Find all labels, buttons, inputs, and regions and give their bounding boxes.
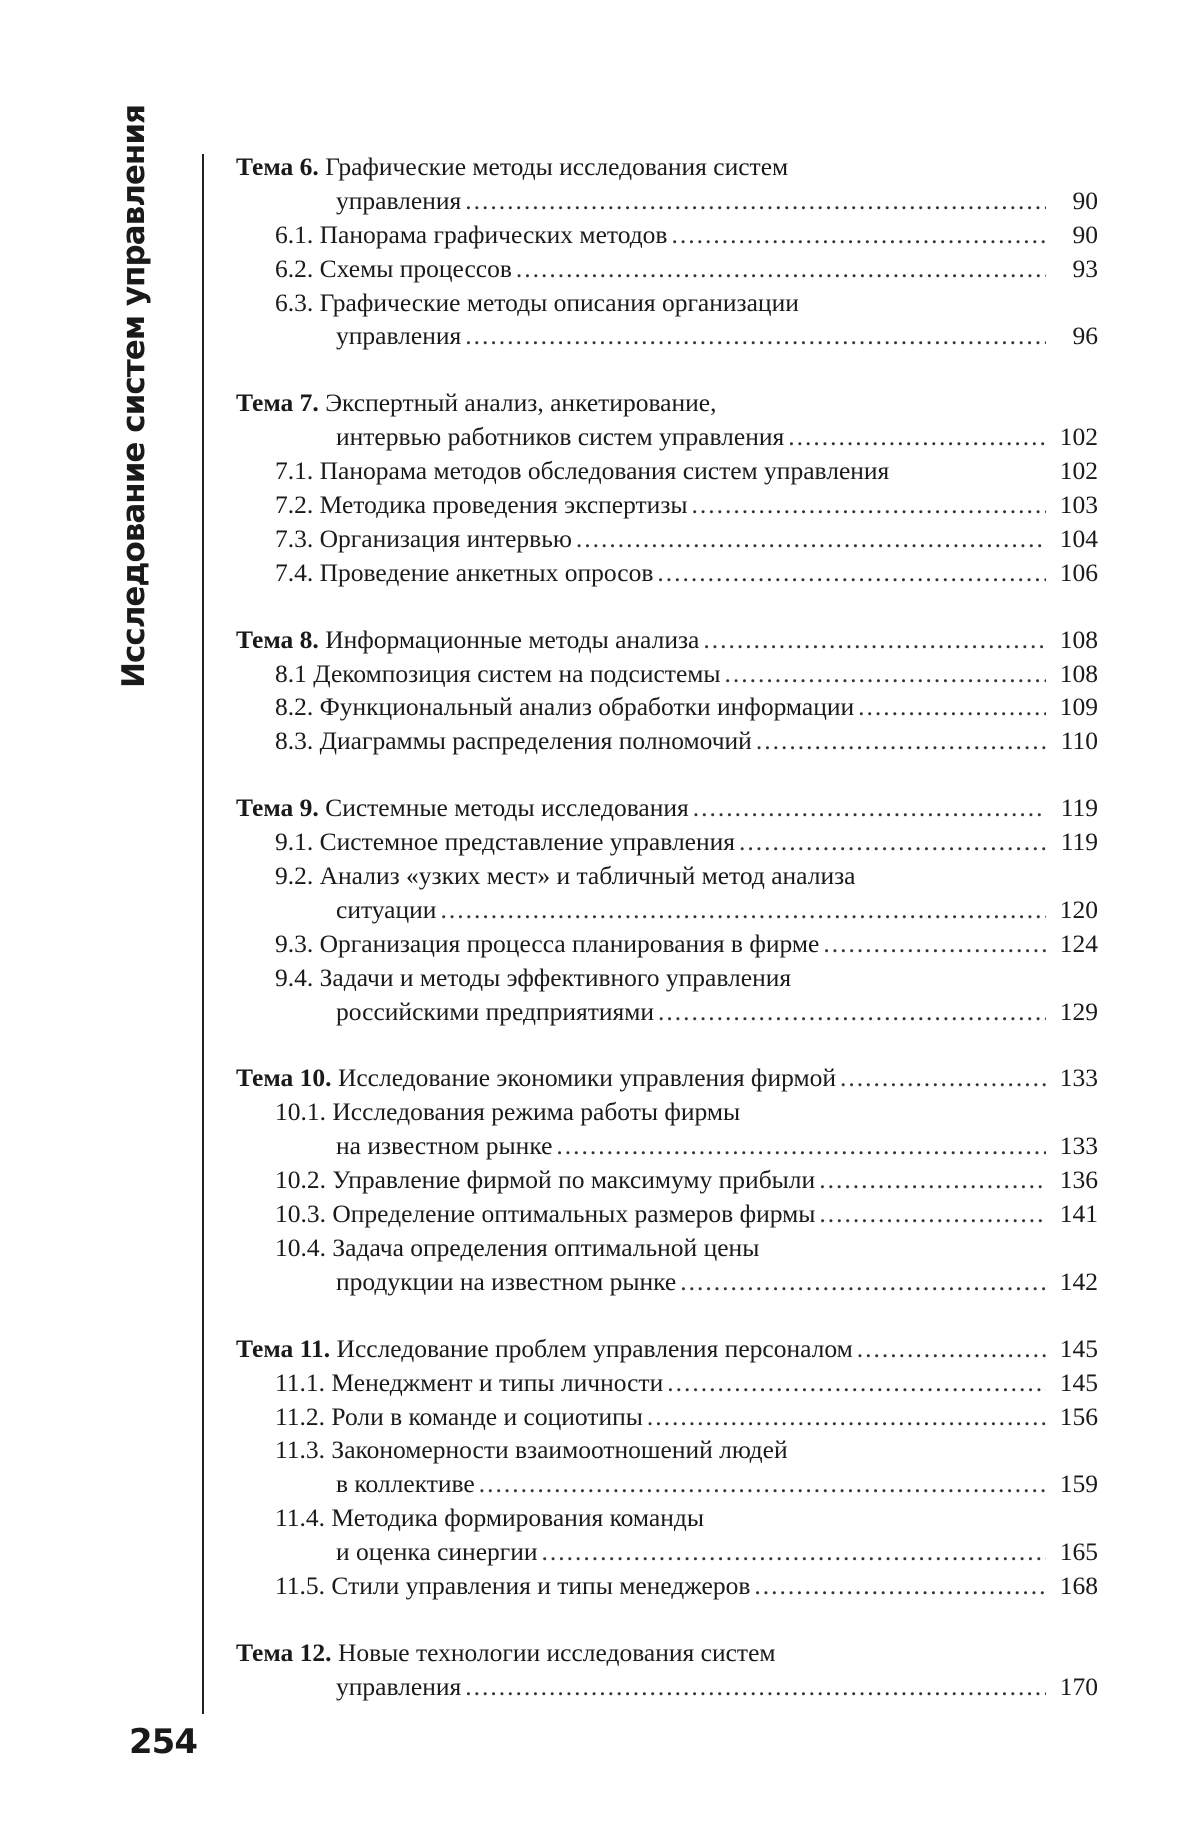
toc-entry-text — [275, 454, 889, 488]
toc-entry-title: 8.2. Функциональный анализ обработки информации — [275, 692, 855, 722]
toc-entry-title: 9.1. Системное представление управления — [275, 827, 736, 857]
dot-leader — [667, 1366, 1046, 1400]
toc-section-line — [236, 1095, 1098, 1129]
dot-leader — [693, 791, 1046, 825]
toc-entry-text — [275, 657, 721, 691]
toc-entry-title: 10.4. Задача определения оптимальной цены — [275, 1232, 760, 1262]
toc-page-number: 129 — [1059, 996, 1098, 1026]
toc-topic-number: Тема 12. — [236, 1637, 332, 1667]
toc-entry-title: Графические методы исследования систем — [318, 152, 789, 181]
toc-entry-text — [336, 995, 654, 1029]
toc-page-number: 102 — [1059, 456, 1098, 486]
dot-leader — [680, 1265, 1046, 1299]
toc-topic-number: Тема 11. — [236, 1333, 331, 1363]
toc-entry-title: 8.1 Декомпозиция систем на подсистемы — [275, 658, 721, 688]
toc-topic-line — [236, 1636, 1098, 1670]
toc-topic-group — [236, 623, 1098, 759]
toc-entry-text — [275, 556, 653, 590]
toc-continuation-line — [236, 995, 1098, 1029]
toc-section-line — [236, 961, 1098, 995]
toc-entry-title: продукции на известном рынке — [336, 1266, 677, 1296]
toc-entry-title: 10.1. Исследования режима работы фирмы — [275, 1097, 741, 1127]
toc-section-line — [236, 1400, 1098, 1434]
toc-topic-line — [236, 791, 1098, 825]
dot-leader — [479, 1467, 1046, 1501]
toc-entry-title: 11.3. Закономерности взаимоотношений людей — [275, 1435, 788, 1465]
dot-leader — [516, 252, 1046, 286]
toc-entry-text — [336, 1129, 552, 1163]
toc-section-line — [236, 556, 1098, 590]
toc-section-line — [236, 1163, 1098, 1197]
vertical-rule — [202, 154, 204, 1714]
toc-entry-text — [336, 420, 784, 454]
dot-leader — [819, 1163, 1046, 1197]
toc-entry-title: 10.3. Определение оптимальных размеров фирмы — [275, 1199, 816, 1229]
toc-page-number: 104 — [1059, 523, 1098, 553]
toc-section-line — [236, 522, 1098, 556]
toc-entry-title: 11.4. Методика формирования команды — [275, 1503, 704, 1533]
toc-page-number: 109 — [1059, 692, 1098, 722]
toc-continuation-line — [236, 1265, 1098, 1299]
toc-entry-text — [275, 963, 791, 992]
toc-topic-line — [236, 623, 1098, 657]
toc-entry-text — [236, 791, 689, 825]
toc-entry-title: 7.4. Проведение анкетных опросов — [275, 557, 654, 587]
toc-entry-title: 9.2. Анализ «узких мест» и табличный метод анализа — [275, 861, 856, 891]
toc-topic-line — [236, 150, 1098, 184]
dot-leader — [576, 522, 1046, 556]
dot-leader — [542, 1535, 1046, 1569]
toc-topic-number: Тема 7. — [236, 388, 319, 418]
toc-entry-text — [275, 724, 752, 758]
toc-continuation-line — [236, 184, 1098, 218]
toc-page-number: 120 — [1059, 894, 1098, 924]
dot-leader — [819, 1197, 1046, 1231]
toc-entry-text — [236, 388, 716, 417]
toc-page-number: 93 — [1072, 253, 1098, 283]
dot-leader — [703, 623, 1046, 657]
toc-page-number: 133 — [1059, 1063, 1098, 1093]
toc-entry-text — [275, 1097, 740, 1126]
toc-entry-text — [275, 218, 667, 252]
toc-page-number: 136 — [1059, 1165, 1098, 1195]
toc-entry-text — [336, 1467, 475, 1501]
toc-topic-group — [236, 1636, 1098, 1704]
toc-entry-title: 9.4. Задачи и методы эффективного управления — [275, 962, 792, 992]
toc-entry-title: Системные методы исследования — [318, 793, 689, 823]
dot-leader — [440, 893, 1046, 927]
toc-section-line — [236, 218, 1098, 252]
toc-entry-text — [236, 623, 699, 657]
toc-section-line — [236, 488, 1098, 522]
toc-entry-title: 6.2. Схемы процессов — [275, 253, 512, 283]
toc-continuation-line — [236, 319, 1098, 353]
table-of-contents — [236, 150, 1098, 1737]
toc-entry-title: в коллективе — [336, 1469, 475, 1499]
toc-topic-group — [236, 150, 1098, 353]
toc-section-line — [236, 286, 1098, 320]
toc-continuation-line — [236, 420, 1098, 454]
toc-entry-title: 7.2. Методика проведения экспертизы — [275, 490, 688, 520]
toc-entry-text — [236, 1061, 836, 1095]
toc-entry-text — [336, 893, 436, 927]
toc-entry-title: ситуации — [336, 894, 437, 924]
toc-section-line — [236, 1501, 1098, 1535]
toc-entry-title: Информационные методы анализа — [318, 624, 700, 654]
toc-page-number: 119 — [1060, 827, 1098, 857]
toc-entry-text — [236, 1638, 776, 1667]
dot-leader — [788, 420, 1046, 454]
toc-section-line — [236, 1569, 1098, 1603]
toc-section-line — [236, 690, 1098, 724]
toc-entry-text — [275, 861, 856, 890]
toc-entry-title: 8.3. Диаграммы распределения полномочий — [275, 726, 752, 756]
toc-entry-text — [275, 1163, 815, 1197]
side-running-title: Исследование систем управления — [116, 105, 152, 688]
toc-section-line — [236, 1366, 1098, 1400]
toc-entry-title: Новые технологии исследования систем — [331, 1637, 776, 1667]
toc-entry-text — [275, 522, 572, 556]
toc-entry-title: Исследование проблем управления персоналом — [330, 1333, 853, 1363]
toc-entry-title: 7.3. Организация интервью — [275, 523, 572, 553]
toc-page-number: 124 — [1059, 928, 1098, 958]
dot-leader — [465, 1670, 1046, 1704]
toc-entry-text — [275, 288, 799, 317]
toc-entry-text — [275, 488, 688, 522]
toc-continuation-line — [236, 1670, 1098, 1704]
dot-leader — [465, 184, 1046, 218]
toc-section-line — [236, 1197, 1098, 1231]
toc-page-number: 145 — [1059, 1333, 1098, 1363]
toc-page-number: 170 — [1059, 1671, 1098, 1701]
toc-entry-text — [275, 1503, 704, 1532]
toc-page-number: 159 — [1059, 1469, 1098, 1499]
toc-entry-title: 11.1. Менеджмент и типы личности — [275, 1367, 664, 1397]
toc-entry-text — [275, 1400, 643, 1434]
toc-topic-number: Тема 8. — [236, 624, 319, 654]
toc-page-number: 102 — [1059, 422, 1098, 452]
toc-entry-text — [336, 1535, 538, 1569]
toc-entry-title: интервью работников систем управления — [336, 422, 785, 452]
toc-entry-text — [275, 927, 819, 961]
toc-entry-text — [236, 1332, 853, 1366]
toc-entry-title: российскими предприятиями — [336, 996, 655, 1026]
toc-topic-number: Тема 9. — [236, 793, 319, 823]
toc-entry-title: 11.5. Стили управления и типы менеджеров — [275, 1570, 751, 1600]
toc-entry-text — [236, 152, 788, 181]
toc-page-number: 156 — [1059, 1401, 1098, 1431]
toc-entry-title: и оценка синергии — [336, 1537, 538, 1567]
toc-entry-text — [275, 1197, 815, 1231]
toc-entry-title: управления — [336, 185, 462, 215]
toc-page-number: 103 — [1059, 490, 1098, 520]
toc-page-number: 90 — [1072, 185, 1098, 215]
toc-topic-number: Тема 10. — [236, 1063, 332, 1093]
toc-topic-line — [236, 386, 1098, 420]
toc-topic-group — [236, 791, 1098, 1028]
toc-entry-text — [275, 1435, 788, 1464]
toc-entry-title: 10.2. Управление фирмой по максимуму прибыли — [275, 1165, 816, 1195]
dot-leader — [692, 488, 1046, 522]
page-number: 254 — [129, 1722, 197, 1762]
dot-leader — [858, 690, 1046, 724]
toc-page-number: 168 — [1059, 1570, 1098, 1600]
toc-page-number: 108 — [1059, 658, 1098, 688]
toc-page-number: 141 — [1059, 1199, 1098, 1229]
toc-entry-title: Экспертный анализ, анкетирование, — [318, 388, 717, 418]
toc-entry-title: на известном рынке — [336, 1131, 553, 1161]
toc-entry-title: 6.1. Панорама графических методов — [275, 219, 668, 249]
dot-leader — [823, 927, 1046, 961]
toc-entry-title: 7.1. Панорама методов обследования систем управления — [275, 456, 890, 486]
dot-leader — [754, 1569, 1046, 1603]
toc-section-line — [236, 1231, 1098, 1265]
toc-page-number: 142 — [1059, 1266, 1098, 1296]
dot-leader — [756, 724, 1046, 758]
toc-entry-text — [275, 1569, 750, 1603]
toc-topic-group — [236, 386, 1098, 589]
toc-topic-line — [236, 1332, 1098, 1366]
toc-entry-text — [275, 252, 512, 286]
dot-leader — [657, 556, 1046, 590]
toc-entry-text — [336, 1670, 461, 1704]
toc-page-number: 106 — [1059, 557, 1098, 587]
dot-leader — [647, 1400, 1046, 1434]
toc-section-line — [236, 927, 1098, 961]
toc-page-number: 90 — [1072, 219, 1098, 249]
toc-section-line — [236, 825, 1098, 859]
toc-continuation-line — [236, 1467, 1098, 1501]
toc-entry-title: 6.3. Графические методы описания организации — [275, 287, 799, 317]
toc-entry-text — [275, 1366, 663, 1400]
toc-page-number: 165 — [1059, 1537, 1098, 1567]
toc-continuation-line — [236, 1129, 1098, 1163]
dot-leader — [465, 319, 1046, 353]
dot-leader — [556, 1129, 1046, 1163]
toc-entry-text — [275, 825, 735, 859]
toc-entry-text — [336, 184, 461, 218]
toc-topic-group — [236, 1061, 1098, 1298]
toc-section-line — [236, 1433, 1098, 1467]
toc-entry-title: управления — [336, 1671, 462, 1701]
dot-leader — [739, 825, 1046, 859]
toc-entry-text — [336, 319, 461, 353]
dot-leader — [840, 1061, 1046, 1095]
toc-page-number: 110 — [1060, 726, 1098, 756]
toc-section-line — [236, 252, 1098, 286]
dot-leader — [658, 995, 1046, 1029]
toc-entry-text — [336, 1265, 676, 1299]
toc-page-number: 145 — [1059, 1367, 1098, 1397]
dot-leader — [857, 1332, 1046, 1366]
toc-topic-line — [236, 1061, 1098, 1095]
toc-page-number: 133 — [1059, 1131, 1098, 1161]
toc-topic-number: Тема 6. — [236, 152, 319, 181]
toc-entry-title: управления — [336, 321, 462, 351]
toc-section-line — [236, 859, 1098, 893]
toc-entry-text — [275, 1233, 759, 1262]
toc-continuation-line — [236, 893, 1098, 927]
toc-continuation-line — [236, 1535, 1098, 1569]
toc-section-line — [236, 454, 1098, 488]
toc-topic-group — [236, 1332, 1098, 1603]
dot-leader — [671, 218, 1046, 252]
toc-page-number: 119 — [1060, 793, 1098, 823]
dot-leader — [725, 657, 1046, 691]
toc-section-line — [236, 724, 1098, 758]
toc-entry-title: 9.3. Организация процесса планирования в фирме — [275, 928, 820, 958]
toc-page-number: 108 — [1059, 624, 1098, 654]
toc-entry-text — [275, 690, 854, 724]
toc-section-line — [236, 657, 1098, 691]
toc-page-number: 96 — [1072, 321, 1098, 351]
toc-entry-title: Исследование экономики управления фирмой — [331, 1063, 836, 1093]
toc-entry-title: 11.2. Роли в команде и социотипы — [275, 1401, 643, 1431]
